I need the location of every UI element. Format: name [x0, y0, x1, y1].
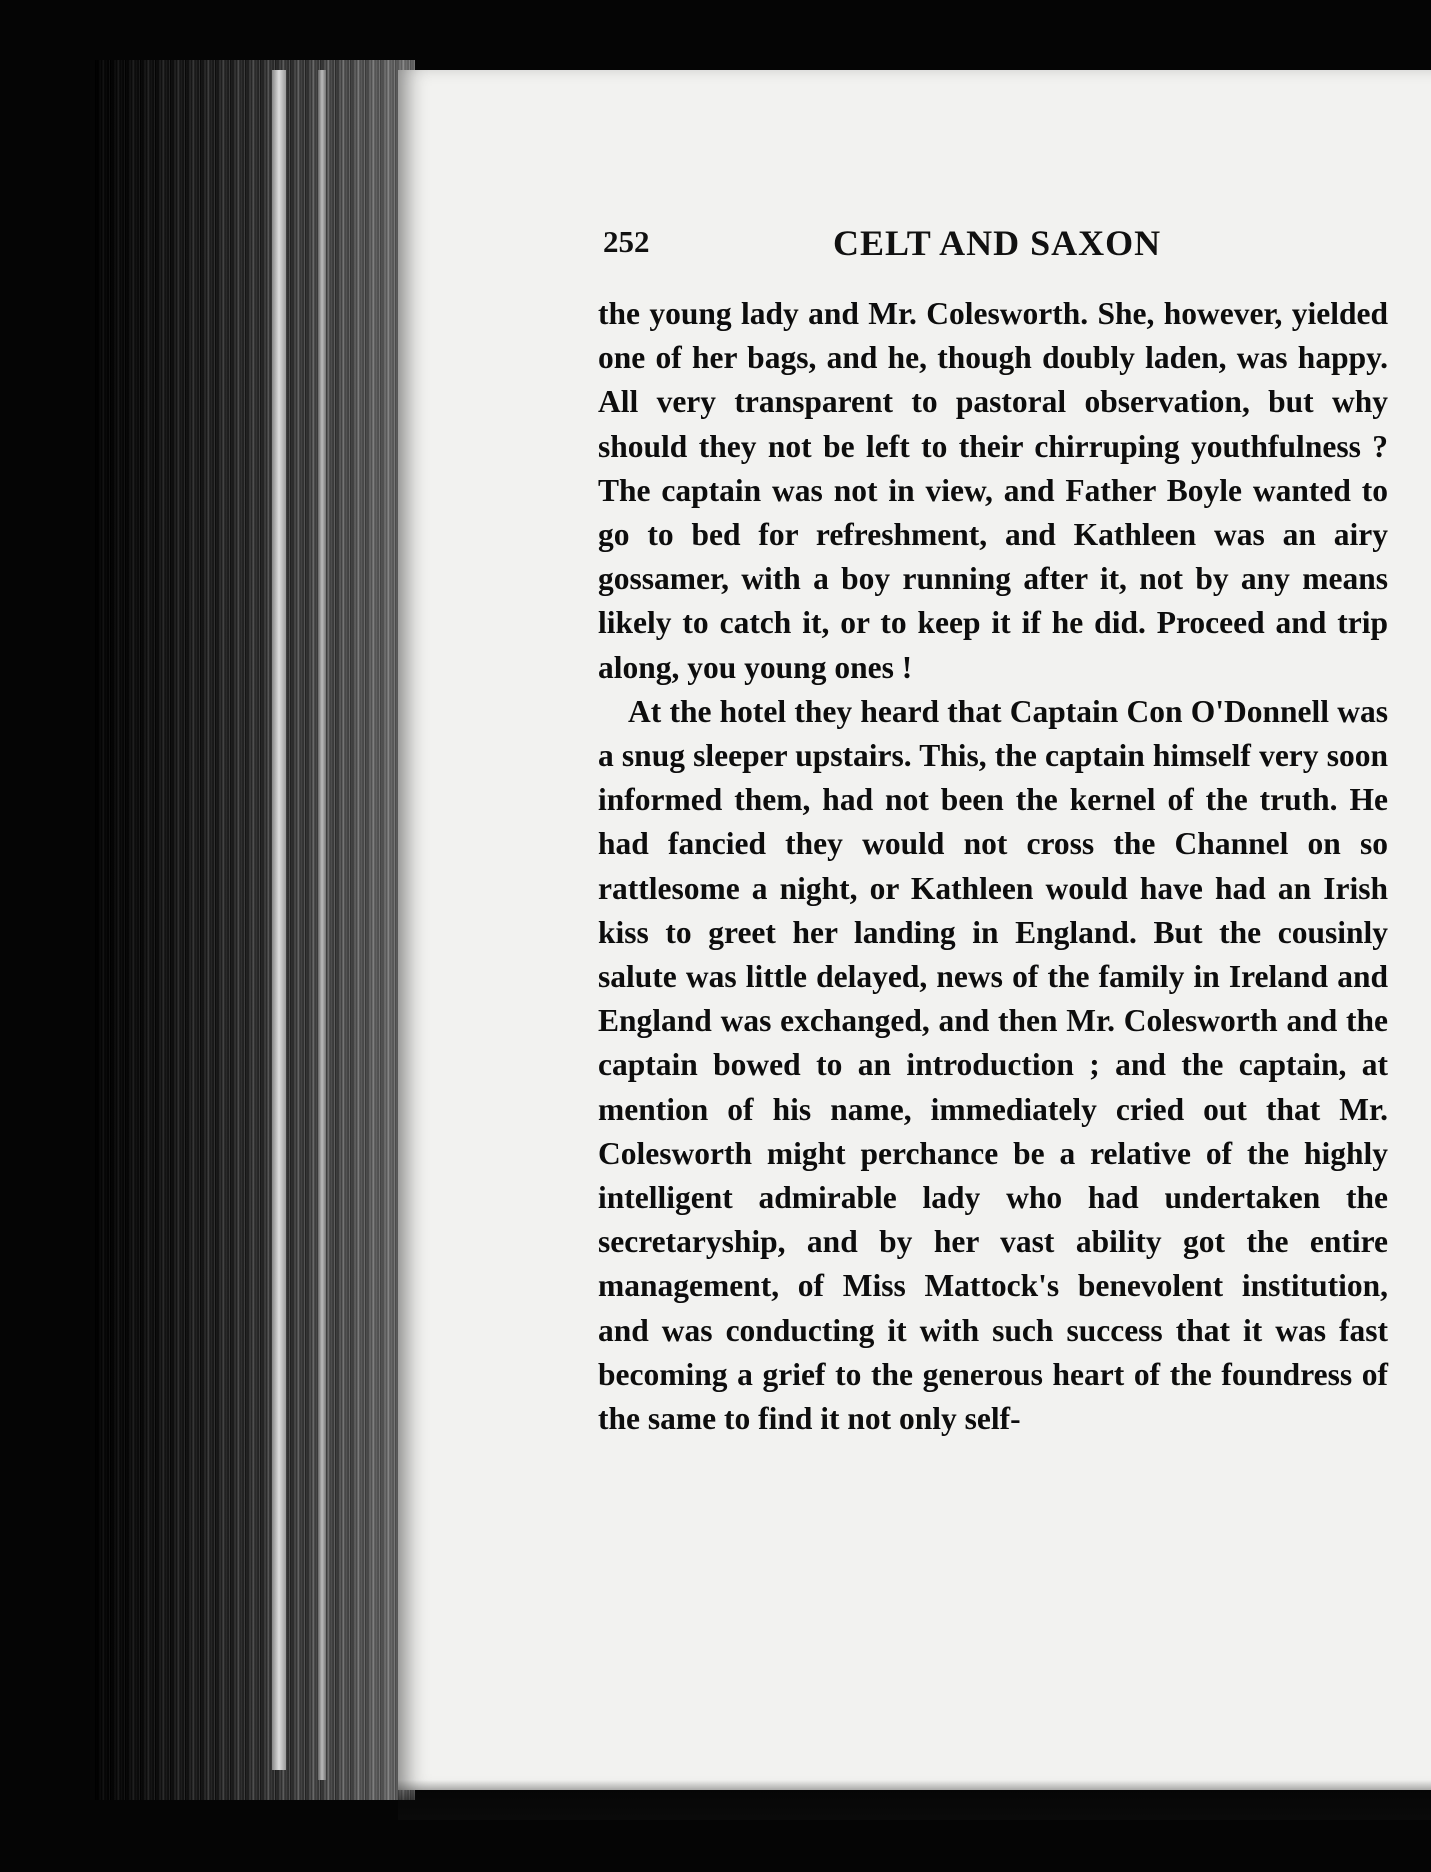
book-page	[398, 70, 1431, 1790]
paragraph: the young lady and Mr. Colesworth. She, however, yielded one of her bags, and he, though doubly laden, was happy. All very transparent to pastoral observation, but why should they not be left to their chirruping youthfulness ? The captain was not in view, and Father Boyle wanted to go to bed for refreshment, and Kathleen was an airy gossamer, with a boy running after it, not by any means likely to catch it, or to keep it if he did. Proceed and trip along, you young ones !	[598, 296, 1388, 685]
page-body-text	[598, 292, 1388, 1441]
running-title: CELT AND SAXON	[833, 223, 1162, 263]
running-head	[603, 222, 1403, 272]
page-edge-highlight	[318, 70, 326, 1780]
page-bottom-shadow	[398, 1780, 1431, 1820]
book-page-edges	[95, 60, 415, 1800]
paragraph: At the hotel they heard that Captain Con O'Donnell was a snug sleeper upstairs. This, the captain himself very soon informed them, had not been the kernel of the truth. He had fancied they would not cross the Channel on so rattlesome a night, or Kathleen would have had an Irish kiss to greet her landing in England. But the cousinly salute was little delayed, news of the family in Ireland and England was exchanged, and then Mr. Colesworth and the captain bowed to an introduction ; and the captain, at mention of his name, immediately cried out that Mr. Colesworth might perchance be a relative of the highly intelligent admirable lady who had undertaken the secretaryship, and by her vast ability got the entire management, of Miss Mattock's benevolent institution, and was conducting it with such success that it was fast becoming a grief to the generous heart of the foundress of the same to find it not only self-	[598, 693, 1388, 1437]
page-number: 252	[603, 224, 650, 259]
page-edge-highlight	[272, 70, 286, 1770]
